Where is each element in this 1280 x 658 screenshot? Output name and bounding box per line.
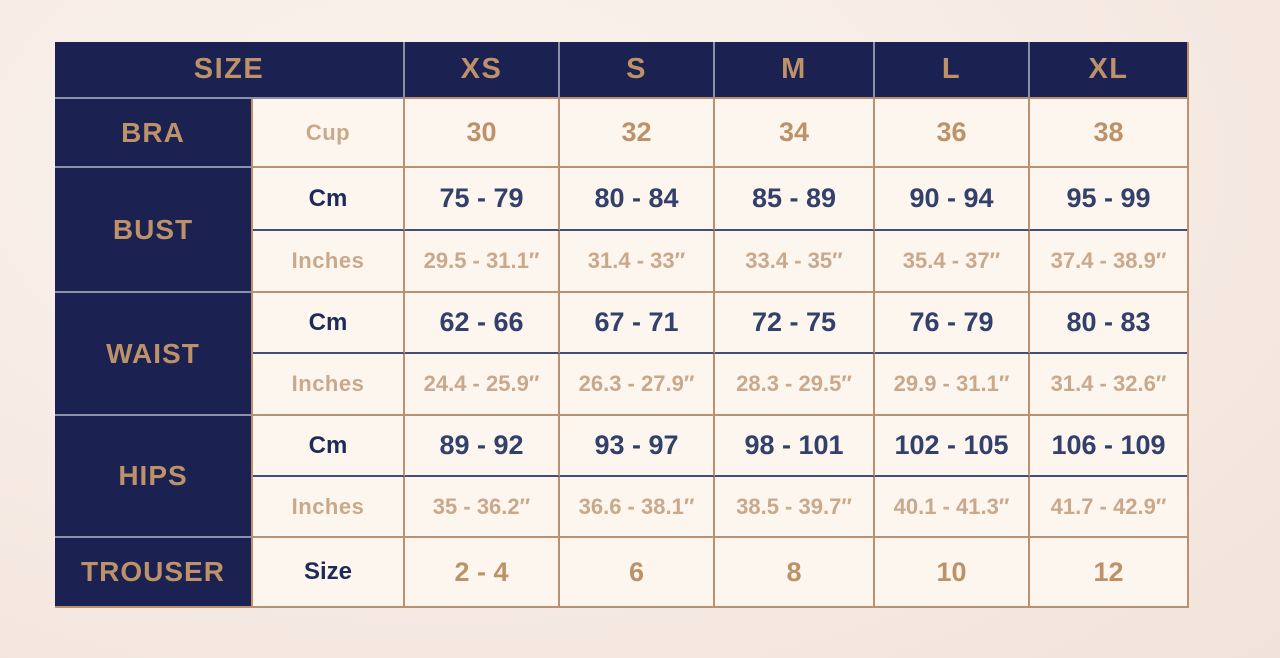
- size-chart-table: [55, 42, 1189, 608]
- cell-bust-cm-xs: 75 - 79: [405, 168, 560, 231]
- cell-trouser-size-m: 8: [715, 538, 875, 606]
- cell-waist-inches-xs: 24.4 - 25.9″: [405, 354, 560, 416]
- cell-trouser-size-l: 10: [875, 538, 1030, 606]
- column-header-xs: XS: [405, 42, 560, 99]
- cell-waist-inches-m: 28.3 - 29.5″: [715, 354, 875, 416]
- column-header-s: S: [560, 42, 715, 99]
- sublabel-bra-cup: Cup: [253, 99, 405, 168]
- cell-bust-cm-m: 85 - 89: [715, 168, 875, 231]
- cell-hips-inches-s: 36.6 - 38.1″: [560, 477, 715, 538]
- sublabel-bust-inches: Inches: [253, 231, 405, 293]
- cell-waist-cm-xl: 80 - 83: [1030, 293, 1187, 354]
- cell-hips-inches-m: 38.5 - 39.7″: [715, 477, 875, 538]
- cell-trouser-size-xs: 2 - 4: [405, 538, 560, 606]
- cell-hips-cm-s: 93 - 97: [560, 416, 715, 477]
- cell-bust-inches-m: 33.4 - 35″: [715, 231, 875, 293]
- sublabel-bust-cm: Cm: [253, 168, 405, 231]
- cell-bust-inches-xl: 37.4 - 38.9″: [1030, 231, 1187, 293]
- cell-hips-cm-m: 98 - 101: [715, 416, 875, 477]
- cell-bra-cup-s: 32: [560, 99, 715, 168]
- row-label-bust: BUST: [55, 168, 253, 293]
- cell-hips-inches-l: 40.1 - 41.3″: [875, 477, 1030, 538]
- cell-waist-cm-l: 76 - 79: [875, 293, 1030, 354]
- cell-waist-cm-s: 67 - 71: [560, 293, 715, 354]
- cell-waist-inches-xl: 31.4 - 32.6″: [1030, 354, 1187, 416]
- sublabel-hips-cm: Cm: [253, 416, 405, 477]
- sublabel-hips-inches: Inches: [253, 477, 405, 538]
- cell-bra-cup-xl: 38: [1030, 99, 1187, 168]
- cell-bra-cup-xs: 30: [405, 99, 560, 168]
- cell-bust-inches-s: 31.4 - 33″: [560, 231, 715, 293]
- row-label-bra: BRA: [55, 99, 253, 168]
- cell-waist-cm-m: 72 - 75: [715, 293, 875, 354]
- cell-hips-cm-xl: 106 - 109: [1030, 416, 1187, 477]
- cell-hips-cm-xs: 89 - 92: [405, 416, 560, 477]
- cell-bra-cup-l: 36: [875, 99, 1030, 168]
- cell-hips-inches-xs: 35 - 36.2″: [405, 477, 560, 538]
- cell-hips-cm-l: 102 - 105: [875, 416, 1030, 477]
- sublabel-trouser-size: Size: [253, 538, 405, 606]
- cell-bra-cup-m: 34: [715, 99, 875, 168]
- row-label-hips: HIPS: [55, 416, 253, 538]
- column-header-m: M: [715, 42, 875, 99]
- header-size-label: SIZE: [55, 42, 405, 99]
- cell-bust-inches-l: 35.4 - 37″: [875, 231, 1030, 293]
- cell-bust-cm-l: 90 - 94: [875, 168, 1030, 231]
- cell-waist-inches-s: 26.3 - 27.9″: [560, 354, 715, 416]
- cell-trouser-size-xl: 12: [1030, 538, 1187, 606]
- cell-bust-inches-xs: 29.5 - 31.1″: [405, 231, 560, 293]
- column-header-xl: XL: [1030, 42, 1187, 99]
- cell-hips-inches-xl: 41.7 - 42.9″: [1030, 477, 1187, 538]
- cell-waist-cm-xs: 62 - 66: [405, 293, 560, 354]
- cell-waist-inches-l: 29.9 - 31.1″: [875, 354, 1030, 416]
- row-label-trouser: TROUSER: [55, 538, 253, 606]
- cell-bust-cm-xl: 95 - 99: [1030, 168, 1187, 231]
- column-header-l: L: [875, 42, 1030, 99]
- sublabel-waist-cm: Cm: [253, 293, 405, 354]
- cell-bust-cm-s: 80 - 84: [560, 168, 715, 231]
- cell-trouser-size-s: 6: [560, 538, 715, 606]
- sublabel-waist-inches: Inches: [253, 354, 405, 416]
- row-label-waist: WAIST: [55, 293, 253, 416]
